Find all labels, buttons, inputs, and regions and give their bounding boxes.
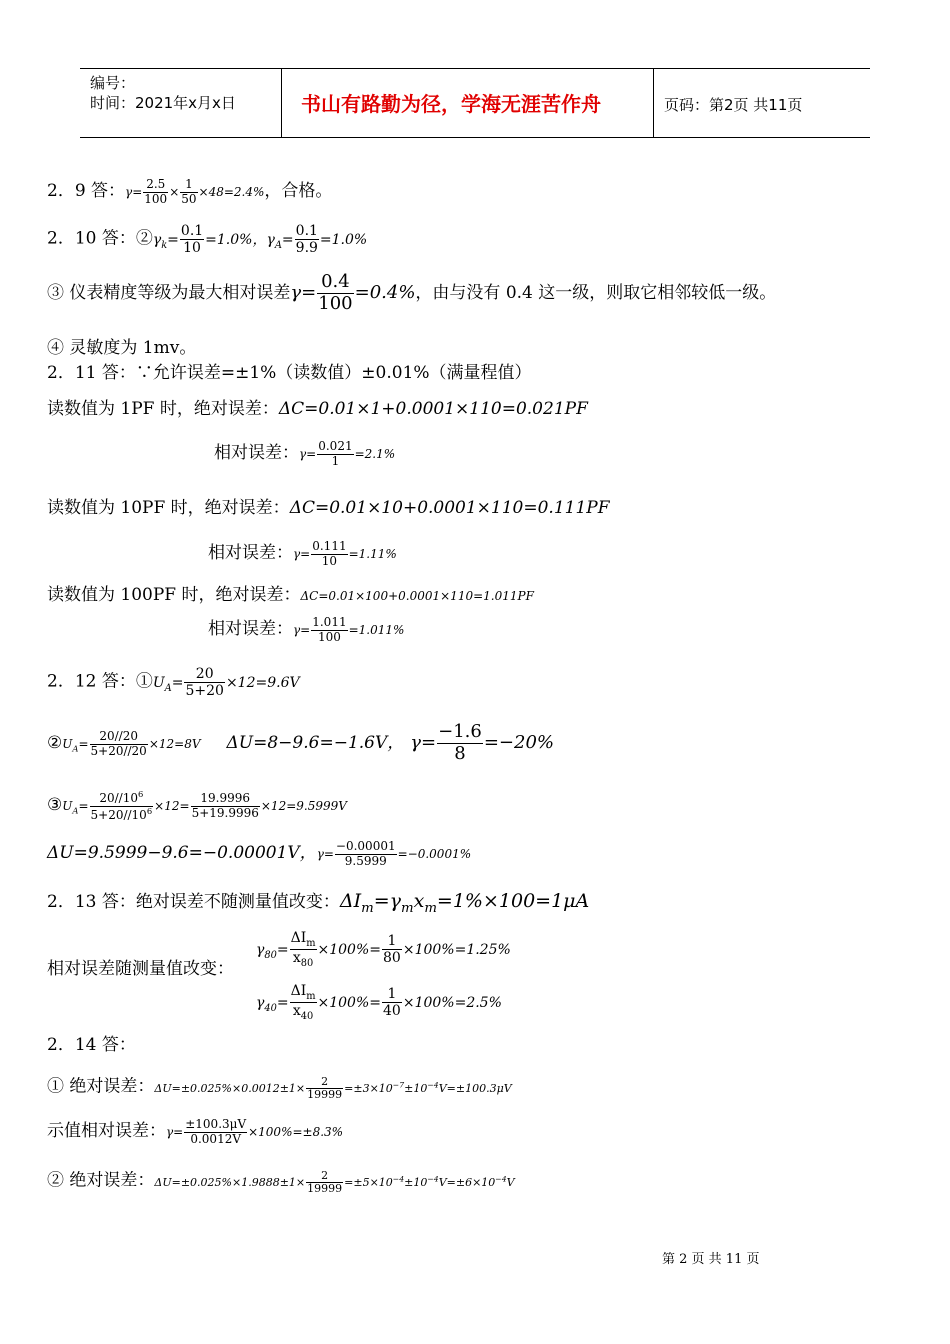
formula: $\gamma_k=$ $\frac{0.1}{10}$ =1.0%，$\gamma_A=$ $\frac{0.1}{9.9}$ =1.0%	[152, 223, 368, 257]
text: ②	[47, 733, 63, 754]
answer-label: 2．9 答：	[47, 180, 126, 201]
case-2	[47, 722, 554, 764]
text: ，由与没有 0.4 这一级，则取它相邻较低一级。	[415, 283, 777, 304]
answer-2-13	[47, 890, 589, 920]
formula: γ= $\frac{-0.00001}{9.5999}$ =−0.0001%	[316, 839, 472, 868]
formula: $U_A=$ $\frac{20//10^6}{5+20//10^6}$ ×12= $\frac{19.9996}{5+19.9996}$ ×12=9.5999V	[62, 789, 347, 822]
page-header	[80, 68, 870, 138]
abs-error-2	[47, 1168, 515, 1196]
reading-1pf	[47, 398, 588, 420]
relative-10pf	[208, 540, 397, 569]
text: 读数值为 100PF 时，绝对误差：	[47, 585, 301, 605]
case-3-error	[47, 840, 471, 869]
formula: γ= $\frac{2.5}{100}$ × $\frac{1}{50}$ ×48=2.4%	[125, 177, 265, 206]
relative-change-label: 相对误差随测量值改变：	[47, 959, 234, 979]
formula: γ= $\frac{0.021}{1}$ =2.1%	[299, 439, 396, 468]
reading-100pf	[47, 584, 534, 607]
formula: $U_A=$ $\frac{20//20}{5+20//20}$ ×12=8V	[62, 729, 201, 759]
formula: ΔU=9.5999−9.6=−0.00001V，	[47, 842, 317, 863]
text: 示值相对误差：	[47, 1120, 166, 1141]
page-label: 页码：第2页 共11页	[664, 96, 803, 114]
gamma-80-formula	[256, 930, 511, 969]
formula: γ= $\frac{0.111}{10}$ =1.11%	[293, 539, 397, 568]
formula: γ= $\frac{0.4}{100}$ =0.4%	[290, 271, 416, 314]
text: 相对误差：	[214, 442, 299, 463]
answer-2-10	[47, 223, 367, 256]
formula: $\Delta I_m=\gamma_mx_m=1\%\times 100=1\mu A$	[339, 890, 590, 916]
formula: ΔU=8−9.6=−1.6V，	[226, 733, 405, 754]
text: 相对误差：	[208, 618, 293, 639]
answer-2-11: 2．11 答：∵允许误差=±1%（读数值）±0.01%（满量程值）	[47, 363, 532, 383]
shown-relative-error	[47, 1118, 343, 1147]
text: 相对误差：	[208, 542, 293, 563]
text: ② 绝对误差：	[47, 1170, 155, 1191]
abs-error-1	[47, 1074, 512, 1102]
relative-1pf	[214, 440, 395, 469]
formula: γ= $\frac{1.011}{100}$ =1.011%	[293, 615, 405, 644]
answer-2-14: 2．14 答：	[47, 1035, 136, 1055]
text: ① 绝对误差：	[47, 1076, 155, 1097]
answer-2-12	[47, 666, 300, 699]
time-label: 时间：2021年x月x日	[90, 94, 236, 112]
formula: $\gamma_{40}=$ $\frac{\Delta I_m}{x_{40}}$ ×100%= $\frac{1}{40}$ ×100%=2.5%	[256, 983, 502, 1022]
precision-line	[47, 272, 776, 314]
gamma-40-formula	[256, 983, 502, 1022]
text: ③ 仪表精度等级为最大相对误差	[47, 283, 291, 304]
number-label: 编号：	[90, 74, 136, 92]
relative-100pf	[208, 616, 404, 645]
formula: ΔC=0.01×10+0.0001×110=0.111PF	[289, 498, 610, 518]
formula: γ= $\frac{-1.6}{8}$ =−20%	[410, 721, 554, 764]
motto: 书山有路勤为径，学海无涯苦作舟	[301, 92, 601, 116]
formula: $\gamma_{80}=$ $\frac{\Delta I_m}{x_{80}}$ ×100%= $\frac{1}{80}$ ×100%=1.25%	[256, 930, 511, 969]
text: 读数值为 1PF 时，绝对误差：	[47, 399, 279, 419]
formula: γ= $\frac{\pm 100.3\mu V}{0.0012V}$ ×100%=±8.3%	[166, 1117, 344, 1146]
sensitivity-line: ④ 灵敏度为 1mv。	[47, 338, 197, 358]
text: ③	[47, 794, 63, 815]
formula: ΔU=±0.025%×0.0012±1× $\frac{2}{19999}$ $=\pm 3\times 10^{-7}\pm 10^{-4}V=\pm 100.3\mu V$	[154, 1074, 512, 1102]
page-footer: 第 2 页 共 11 页	[662, 1252, 760, 1267]
formula: ΔC=0.01×100+0.0001×110=1.011PF	[300, 589, 534, 603]
answer-label: 2．13 答：绝对误差不随测量值改变：	[47, 892, 340, 912]
answer-2-9	[47, 178, 332, 207]
text: 读数值为 10PF 时，绝对误差：	[47, 498, 290, 518]
header-divider	[653, 69, 654, 137]
header-divider	[281, 69, 282, 137]
reading-10pf	[47, 497, 610, 519]
conclusion: ，合格。	[264, 180, 333, 201]
case-3	[47, 790, 347, 823]
formula: $U_A=$ $\frac{20}{5+20}$ ×12=9.6V	[152, 666, 300, 700]
answer-label: 2．10 答：②	[47, 228, 153, 249]
formula: ΔU=±0.025%×1.9888±1× $\frac{2}{19999}$ $=\pm 5\times 10^{-4}\pm 10^{-4}V=\pm 6\times 10^{-4}V$	[154, 1168, 515, 1196]
formula: ΔC=0.01×1+0.0001×110=0.021PF	[278, 399, 588, 419]
answer-label: 2．12 答：①	[47, 671, 153, 692]
